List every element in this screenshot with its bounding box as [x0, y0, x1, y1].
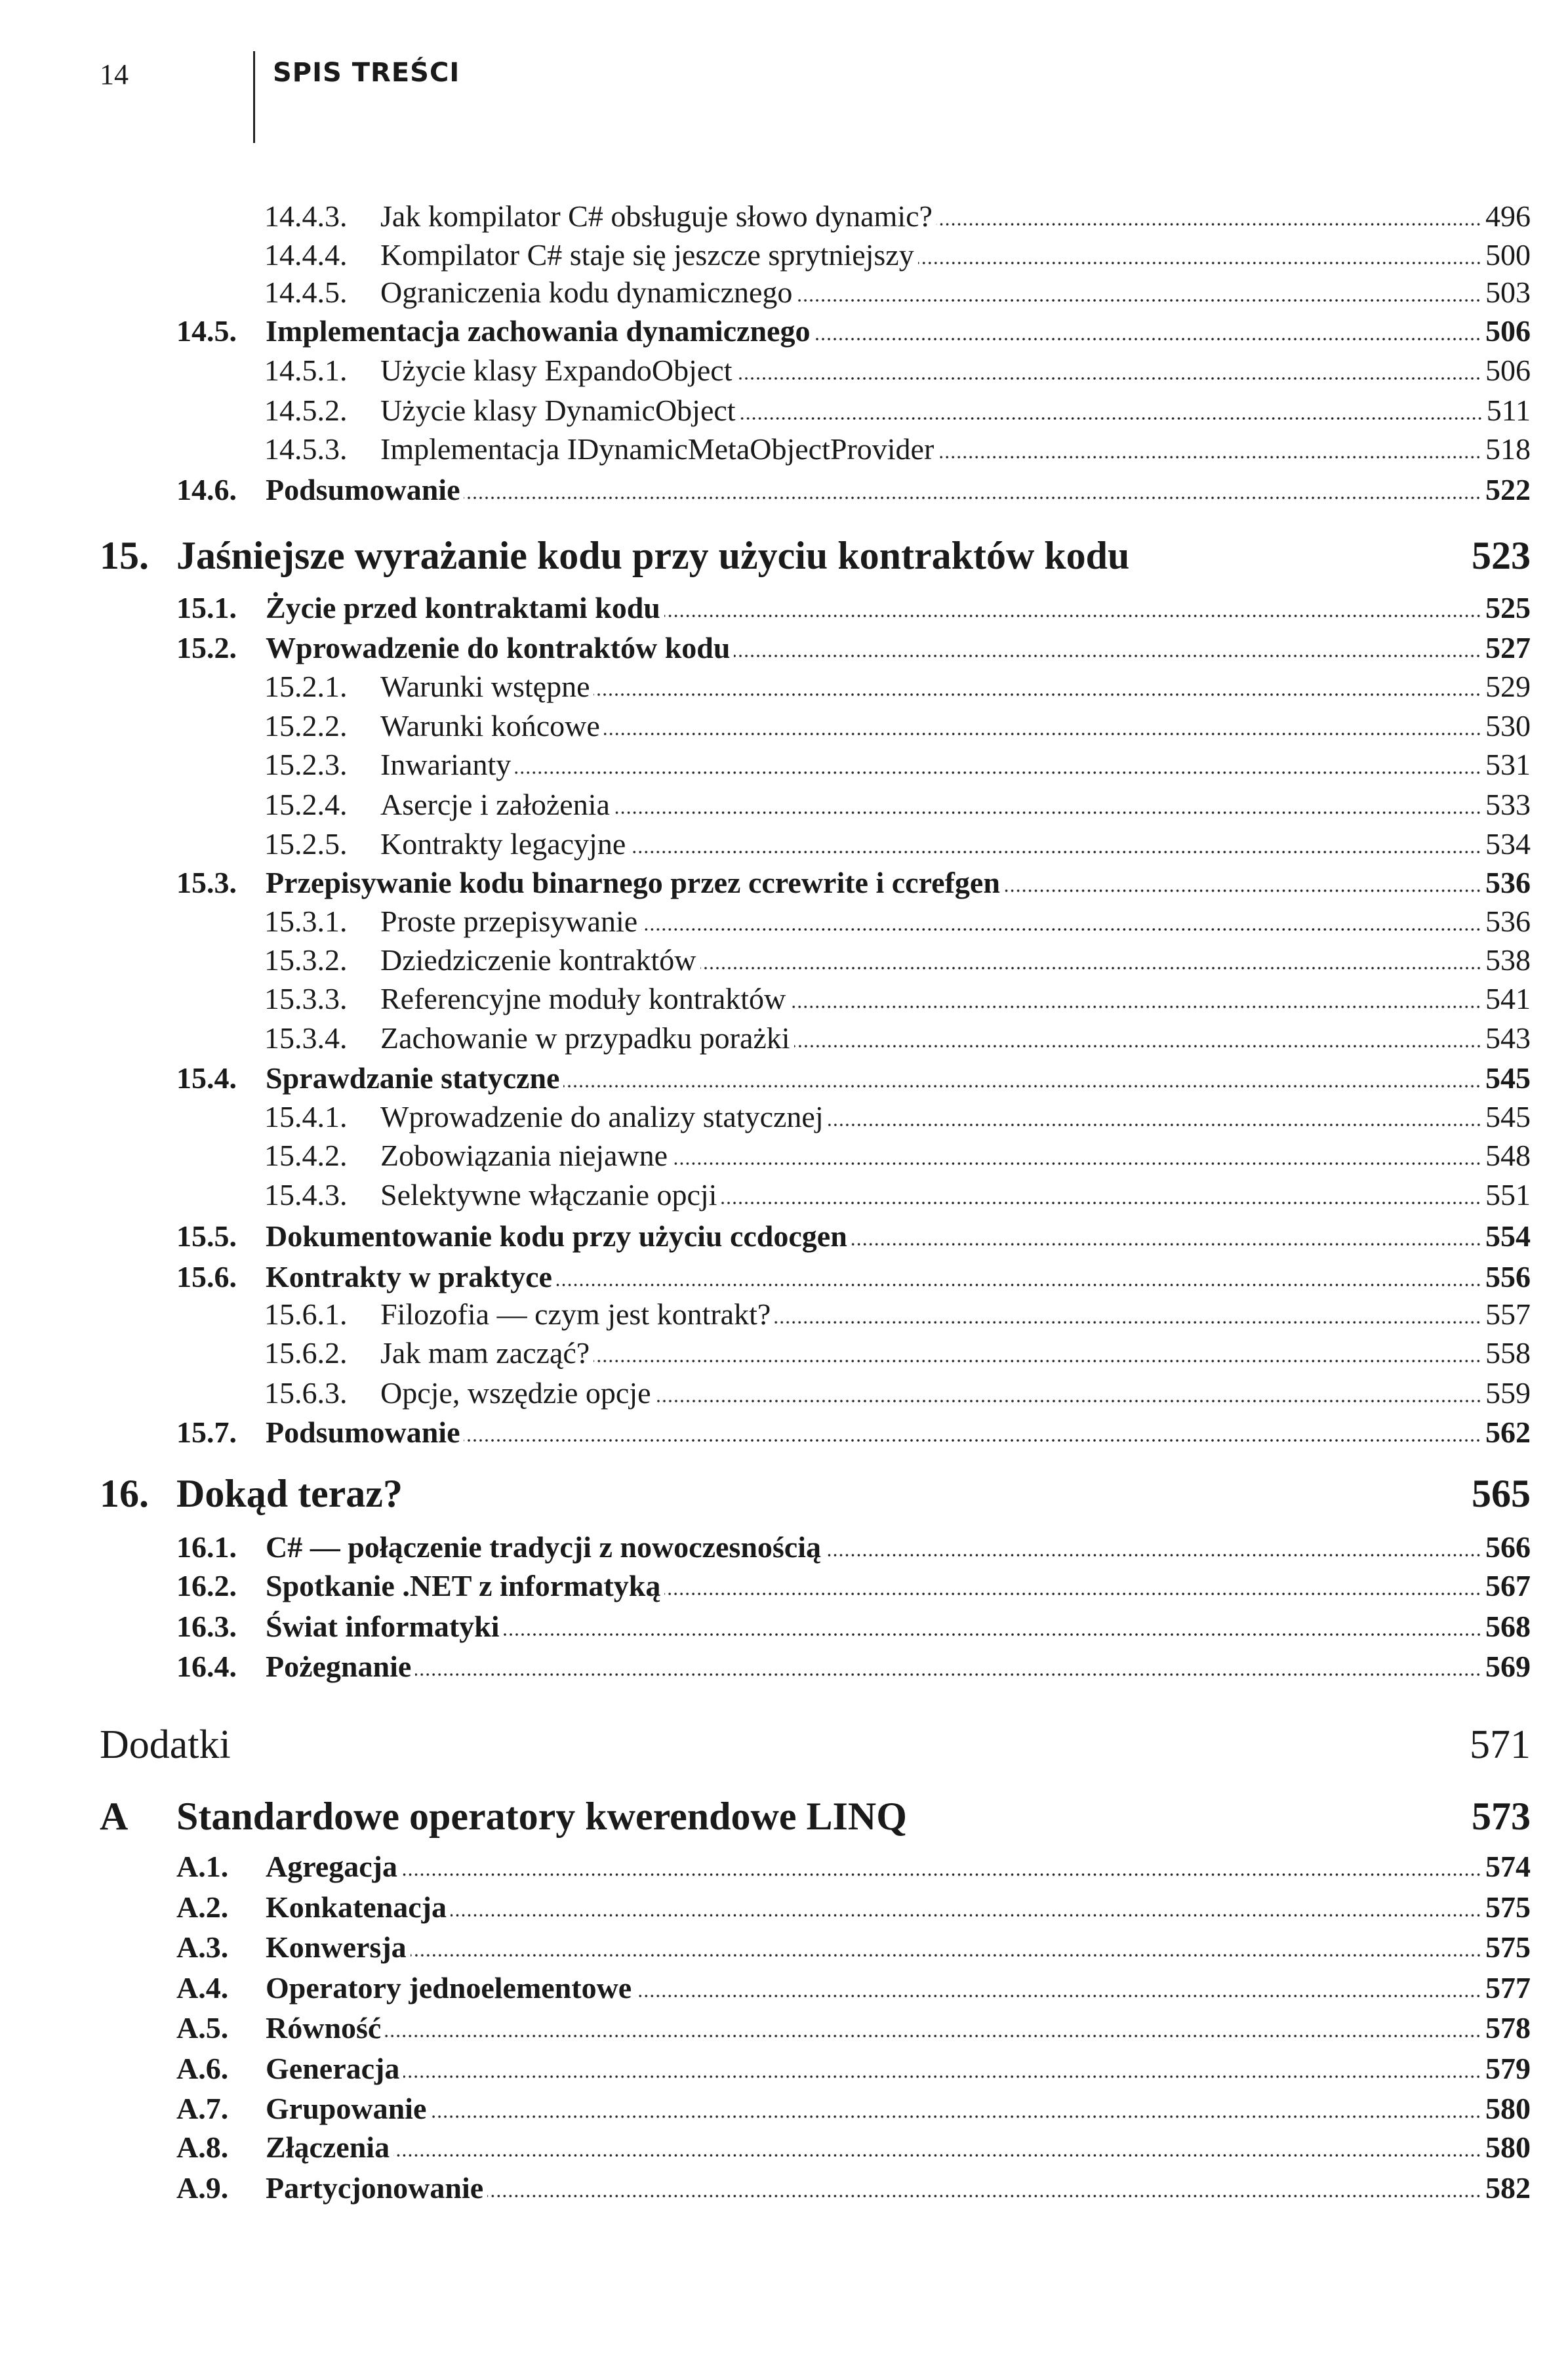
entry-number: 14.6. — [176, 473, 237, 506]
entry-number: A.1. — [176, 1850, 229, 1883]
entry-number: A.7. — [176, 2092, 229, 2125]
dot-leader — [451, 1913, 1481, 1917]
entry-number: 16. — [100, 1472, 149, 1515]
entry-number: 15. — [100, 534, 149, 577]
entry-page: 545 — [1485, 1061, 1531, 1095]
entry-title: Implementacja zachowania dynamicznego — [266, 314, 811, 348]
entry-page: 536 — [1485, 905, 1531, 938]
dot-leader — [556, 1283, 1481, 1287]
dot-leader — [614, 811, 1481, 815]
entry-title: Sprawdzanie statyczne — [266, 1061, 560, 1095]
toc-entry — [176, 1059, 1531, 1098]
entry-number: 15.7. — [176, 1415, 237, 1449]
toc-entry — [176, 1566, 1531, 1606]
dot-leader — [938, 455, 1481, 459]
entry-number: 16.4. — [176, 1650, 237, 1683]
entry-page: 568 — [1485, 1610, 1531, 1643]
entry-title: Filozofia — czym jest kontrakt? — [380, 1297, 771, 1331]
entry-number: 15.6.3. — [264, 1376, 348, 1410]
toc-entry — [264, 706, 1531, 746]
entry-number: 16.3. — [176, 1610, 237, 1643]
entry-title: Standardowe operatory kwerendowe LINQ — [176, 1795, 907, 1838]
dot-leader — [918, 261, 1481, 265]
entry-title: Grupowanie — [266, 2092, 427, 2125]
toc-entry — [264, 1097, 1531, 1137]
dot-leader — [403, 2075, 1481, 2079]
entry-number: 15.2. — [176, 631, 237, 664]
toc-entry — [264, 667, 1531, 706]
entry-title: Selektywne włączanie opcji — [380, 1178, 717, 1212]
dot-leader — [593, 1359, 1481, 1363]
toc-entry — [176, 470, 1531, 510]
entry-title: Asercje i założenia — [380, 788, 610, 821]
entry-number: 15.1. — [176, 591, 237, 624]
entry-title: C# — połączenie tradycji z nowoczesnością — [266, 1530, 822, 1564]
entry-title: Jak kompilator C# obsługuje słowo dynamic? — [380, 199, 933, 233]
toc-entry — [264, 1295, 1531, 1334]
dot-leader — [593, 693, 1481, 697]
entry-page: 551 — [1485, 1178, 1531, 1212]
entry-number: 15.4.2. — [264, 1139, 348, 1172]
entry-title: Przepisywanie kodu binarnego przez ccrewrite i ccrefgen — [266, 866, 1000, 899]
entry-number: 14.5. — [176, 314, 237, 348]
dot-leader — [794, 1044, 1481, 1048]
entry-page: 543 — [1485, 1021, 1531, 1055]
entry-number: 14.5.3. — [264, 432, 348, 466]
entry-page: 577 — [1485, 1971, 1531, 2005]
toc-entry — [176, 1888, 1531, 1927]
toc-chapter — [100, 1467, 1531, 1520]
dot-leader — [796, 298, 1481, 302]
entry-page: 554 — [1485, 1219, 1531, 1253]
entry-title: Życie przed kontraktami kodu — [266, 591, 660, 624]
toc-entry — [176, 1413, 1531, 1452]
entry-title: Dodatki — [100, 1722, 231, 1767]
dot-leader — [635, 1994, 1481, 1998]
toc-entry — [264, 902, 1531, 941]
entry-number: 15.3. — [176, 866, 237, 899]
entry-number: 15.3.1. — [264, 905, 348, 938]
entry-title: Operatory jednoelementowe — [266, 1971, 632, 2005]
entry-number: 15.2.5. — [264, 827, 348, 861]
toc-entry — [264, 1334, 1531, 1373]
dot-leader — [700, 966, 1482, 970]
entry-number: 16.1. — [176, 1530, 237, 1564]
entry-number: 15.4.3. — [264, 1178, 348, 1212]
entry-number: 14.5.1. — [264, 354, 348, 387]
entry-title: Dokumentowanie kodu przy użyciu ccdocgen — [266, 1219, 847, 1253]
dot-leader — [774, 1320, 1481, 1324]
toc-entry — [264, 197, 1531, 236]
dot-leader — [790, 1005, 1481, 1009]
entry-number: 15.2.3. — [264, 748, 348, 781]
entry-page: 556 — [1485, 1260, 1531, 1293]
dot-leader — [825, 1553, 1481, 1557]
dot-leader — [936, 222, 1481, 226]
entry-title: Użycie klasy ExpandoObject — [380, 354, 733, 387]
dot-leader — [393, 2153, 1481, 2157]
entry-title: Warunki wstępne — [380, 670, 590, 703]
entry-page: 566 — [1485, 1530, 1531, 1564]
dot-leader — [641, 927, 1481, 931]
entry-number: 15.3.3. — [264, 982, 348, 1015]
toc-entry — [176, 863, 1531, 903]
page-number: 14 — [100, 58, 129, 91]
entry-page: 506 — [1485, 354, 1531, 387]
entry-title: Złączenia — [266, 2130, 390, 2164]
entry-page: 533 — [1485, 788, 1531, 821]
dot-leader — [385, 2034, 1481, 2038]
entry-title: Dziedziczenie kontraktów — [380, 943, 696, 977]
entry-title: Generacja — [266, 2052, 400, 2085]
toc-entry — [176, 588, 1531, 628]
entry-title: Konkatenacja — [266, 1890, 447, 1924]
entry-number: A.4. — [176, 1971, 229, 2005]
entry-page: 562 — [1485, 1415, 1531, 1449]
toc-entry — [176, 1607, 1531, 1646]
toc-entry — [176, 2049, 1531, 2088]
entry-page: 545 — [1485, 1100, 1531, 1133]
toc-part — [100, 1719, 1531, 1771]
entry-number: 15.2.1. — [264, 670, 348, 703]
toc-entry — [176, 2128, 1531, 2167]
entry-page: 567 — [1485, 1569, 1531, 1602]
entry-title: Warunki końcowe — [380, 709, 600, 743]
entry-page: 529 — [1485, 670, 1531, 703]
toc-chapter — [100, 529, 1531, 582]
entry-number: 14.4.3. — [264, 199, 348, 233]
entry-title: Opcje, wszędzie opcje — [380, 1376, 651, 1410]
toc-entry — [264, 785, 1531, 825]
toc-entry — [176, 2008, 1531, 2048]
entry-number: 15.2.4. — [264, 788, 348, 821]
toc-entry — [264, 1136, 1531, 1175]
toc-entry — [264, 1175, 1531, 1215]
entry-page: 559 — [1485, 1376, 1531, 1410]
entry-title: Inwarianty — [380, 748, 512, 781]
dot-leader — [604, 732, 1481, 736]
dot-leader — [655, 1399, 1481, 1403]
entry-title: Pożegnanie — [266, 1650, 412, 1683]
dot-leader — [721, 1201, 1481, 1205]
entry-page: 580 — [1485, 2130, 1531, 2164]
entry-title: Równość — [266, 2011, 382, 2045]
entry-number: 15.5. — [176, 1219, 237, 1253]
entry-page: 506 — [1485, 314, 1531, 348]
dot-leader — [734, 654, 1481, 658]
entry-title: Konwersja — [266, 1930, 407, 1964]
entry-number: 14.5.2. — [264, 394, 348, 427]
header-divider — [253, 51, 255, 143]
entry-number: 15.6.2. — [264, 1336, 348, 1370]
toc-entry — [264, 430, 1531, 469]
toc-entry — [264, 1019, 1531, 1058]
entry-page: 557 — [1485, 1297, 1531, 1331]
toc-entry — [176, 2169, 1531, 2208]
entry-title: Podsumowanie — [266, 1415, 460, 1449]
running-title: SPIS TREŚCI — [273, 58, 460, 88]
toc-entry — [176, 1217, 1531, 1256]
toc-entry — [176, 628, 1531, 668]
entry-title: Kompilator C# staje się jeszcze sprytniejszy — [380, 238, 914, 272]
toc-entry — [264, 235, 1531, 275]
entry-page: 536 — [1485, 866, 1531, 899]
entry-number: 14.4.4. — [264, 238, 348, 272]
toc-entry — [176, 312, 1531, 351]
toc-entry — [176, 1528, 1531, 1567]
entry-title: Wprowadzenie do analizy statycznej — [380, 1100, 824, 1133]
entry-page: 582 — [1485, 2171, 1531, 2205]
entry-title: Podsumowanie — [266, 473, 460, 506]
toc-entry — [264, 351, 1531, 390]
toc-entry — [176, 1257, 1531, 1297]
toc-entry — [176, 1928, 1531, 1967]
toc-entry — [176, 2089, 1531, 2128]
entry-number: 15.3.2. — [264, 943, 348, 977]
toc-entry — [176, 1647, 1531, 1686]
dot-leader — [672, 1162, 1481, 1166]
dot-leader — [1004, 889, 1481, 893]
dot-leader — [464, 1438, 1481, 1442]
toc-entry — [264, 979, 1531, 1019]
entry-number: 15.4. — [176, 1061, 237, 1095]
dot-leader — [563, 1084, 1481, 1088]
entry-page: 578 — [1485, 2011, 1531, 2045]
entry-title: Kontrakty w praktyce — [266, 1260, 552, 1293]
entry-page: 565 — [1472, 1472, 1531, 1515]
entry-page: 580 — [1485, 2092, 1531, 2125]
entry-page: 579 — [1485, 2052, 1531, 2085]
entry-page: 538 — [1485, 943, 1531, 977]
entry-title: Zobowiązania niejawne — [380, 1139, 668, 1172]
entry-page: 518 — [1485, 432, 1531, 466]
entry-page: 575 — [1485, 1930, 1531, 1964]
entry-number: A.8. — [176, 2130, 229, 2164]
entry-page: 573 — [1472, 1795, 1531, 1838]
entry-page: 496 — [1485, 199, 1531, 233]
entry-title: Kontrakty legacyjne — [380, 827, 626, 861]
dot-leader — [740, 417, 1483, 420]
entry-page: 571 — [1470, 1722, 1531, 1767]
entry-page: 569 — [1485, 1650, 1531, 1683]
dot-leader — [630, 850, 1481, 854]
entry-title: Jak mam zacząć? — [380, 1336, 590, 1370]
toc-entry — [264, 273, 1531, 312]
dot-leader — [814, 337, 1481, 341]
entry-title: Agregacja — [266, 1850, 397, 1883]
entry-number: A.6. — [176, 2052, 229, 2085]
entry-title: Proste przepisywanie — [380, 905, 638, 938]
dot-leader — [430, 2115, 1481, 2119]
dot-leader — [401, 1873, 1481, 1877]
toc-entry — [264, 745, 1531, 784]
entry-title: Implementacja IDynamicMetaObjectProvider — [380, 432, 935, 466]
entry-title: Wprowadzenie do kontraktów kodu — [266, 631, 731, 664]
entry-page: 511 — [1486, 394, 1531, 427]
entry-number: 16.2. — [176, 1569, 237, 1602]
entry-number: 15.3.4. — [264, 1021, 348, 1055]
entry-title: Dokąd teraz? — [176, 1472, 403, 1515]
dot-leader — [487, 2194, 1481, 2198]
entry-number: A.9. — [176, 2171, 229, 2205]
entry-number: 15.4.1. — [264, 1100, 348, 1133]
entry-title: Spotkanie .NET z informatyką — [266, 1569, 661, 1602]
entry-title: Zachowanie w przypadku porażki — [380, 1021, 790, 1055]
dot-leader — [828, 1123, 1481, 1127]
dot-leader — [504, 1633, 1482, 1637]
entry-title: Użycie klasy DynamicObject — [380, 394, 736, 427]
toc-chapter — [100, 1790, 1531, 1843]
toc-entry — [264, 391, 1531, 430]
toc-entry — [264, 1374, 1531, 1413]
toc-entry — [176, 1847, 1531, 1886]
dot-leader — [664, 614, 1481, 618]
dot-leader — [736, 377, 1481, 380]
entry-page: 531 — [1485, 748, 1531, 781]
entry-title: Referencyjne moduły kontraktów — [380, 982, 786, 1015]
toc-entry — [176, 1968, 1531, 2008]
entry-number: A — [100, 1795, 129, 1838]
entry-page: 534 — [1485, 827, 1531, 861]
entry-page: 522 — [1485, 473, 1531, 506]
entry-page: 548 — [1485, 1139, 1531, 1172]
entry-page: 525 — [1485, 591, 1531, 624]
entry-number: A.2. — [176, 1890, 229, 1924]
dot-leader — [664, 1592, 1481, 1596]
entry-page: 523 — [1472, 534, 1531, 577]
dot-leader — [851, 1242, 1481, 1246]
entry-number: A.5. — [176, 2011, 229, 2045]
entry-page: 541 — [1485, 982, 1531, 1015]
entry-page: 575 — [1485, 1890, 1531, 1924]
entry-number: A.3. — [176, 1930, 229, 1964]
entry-number: 14.4.5. — [264, 275, 348, 309]
dot-leader — [515, 771, 1481, 775]
entry-title: Jaśniejsze wyrażanie kodu przy użyciu kontraktów kodu — [176, 534, 1130, 577]
entry-title: Partycjonowanie — [266, 2171, 484, 2205]
dot-leader — [464, 496, 1481, 500]
entry-page: 527 — [1485, 631, 1531, 664]
entry-number: 15.6. — [176, 1260, 237, 1293]
entry-page: 574 — [1485, 1850, 1531, 1883]
toc-entry — [264, 825, 1531, 864]
dot-leader — [411, 1953, 1481, 1957]
entry-page: 530 — [1485, 709, 1531, 743]
entry-page: 558 — [1485, 1336, 1531, 1370]
entry-title: Świat informatyki — [266, 1610, 500, 1643]
entry-number: 15.6.1. — [264, 1297, 348, 1331]
toc-entry — [264, 941, 1531, 980]
entry-page: 500 — [1485, 238, 1531, 272]
entry-title: Ograniczenia kodu dynamicznego — [380, 275, 793, 309]
entry-page: 503 — [1485, 275, 1531, 309]
entry-number: 15.2.2. — [264, 709, 348, 743]
dot-leader — [415, 1673, 1481, 1677]
